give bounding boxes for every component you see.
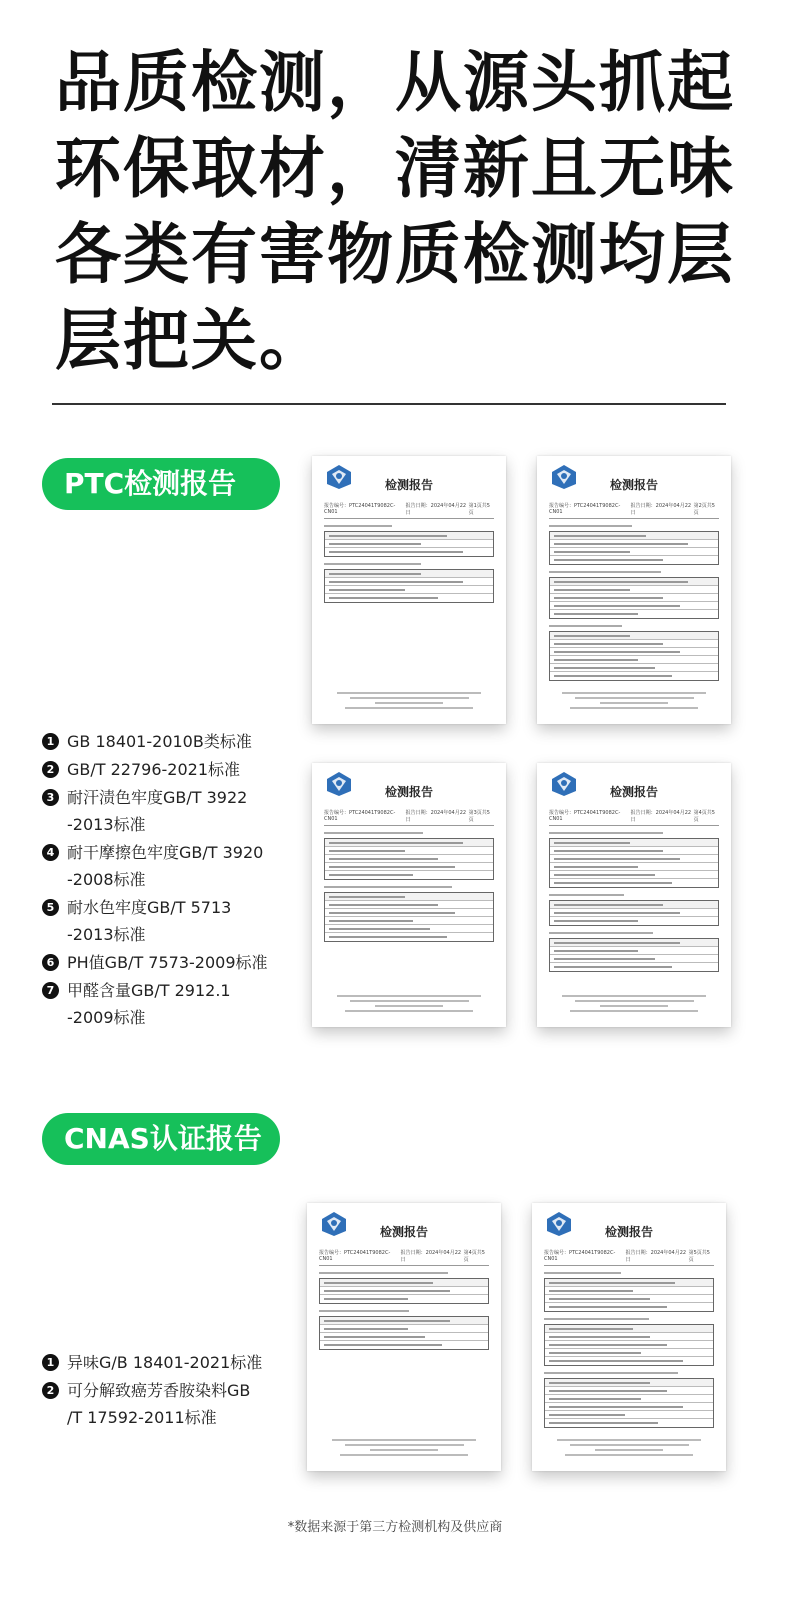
- text-line: [544, 1372, 678, 1374]
- list-item: [42, 1377, 262, 1431]
- report-page: 第2页共5页: [693, 503, 715, 516]
- report-code: 报告编号：PTC24041T9082C-CN01: [324, 503, 396, 515]
- report-table: [544, 1278, 714, 1312]
- text-line: [549, 894, 624, 896]
- table-row: [325, 917, 493, 925]
- report-table: [549, 531, 719, 565]
- report-page: 第3页共5页: [468, 810, 490, 823]
- number-badge: 7: [42, 982, 59, 999]
- report-table: [319, 1278, 489, 1304]
- text-line: [319, 1272, 448, 1274]
- standard-text: 耐汗渍色牢度GB/T 3922 -2013标准: [67, 788, 248, 834]
- table-row: [550, 664, 718, 672]
- standard-text: GB 18401-2010B类标准: [67, 732, 252, 751]
- footer-line: [345, 1444, 464, 1446]
- logo-icon: [551, 464, 577, 490]
- number-badge: 4: [42, 844, 59, 861]
- report-footer: [544, 1436, 714, 1459]
- table-row: [550, 640, 718, 648]
- number-badge: 5: [42, 899, 59, 916]
- report-body: [549, 525, 719, 681]
- table-row: [550, 632, 718, 640]
- logo-icon: [551, 771, 577, 797]
- standard-text: 耐干摩擦色牢度GB/T 3920 -2008标准: [67, 843, 264, 889]
- divider: [52, 403, 726, 405]
- footer-line: [570, 707, 698, 709]
- report-table: [324, 838, 494, 880]
- report-footer: [324, 992, 494, 1015]
- table-row: [550, 955, 718, 963]
- report-date: 报告日期：2024年04月22日: [405, 503, 467, 516]
- footer-line: [570, 1444, 689, 1446]
- report-document: [307, 1203, 501, 1471]
- table-row: [550, 939, 718, 947]
- report-table: [544, 1378, 714, 1428]
- table-row: [550, 879, 718, 887]
- table-row: [550, 901, 718, 909]
- table-row: [545, 1419, 713, 1427]
- table-row: [550, 578, 718, 586]
- number-badge: 2: [42, 1382, 59, 1399]
- table-row: [325, 863, 493, 871]
- list-item: [42, 839, 268, 893]
- table-row: [325, 855, 493, 863]
- text-line: [324, 832, 423, 834]
- text-line: [544, 1318, 649, 1320]
- report-table: [319, 1316, 489, 1350]
- logo-icon: [321, 1211, 347, 1237]
- text-line: [324, 886, 452, 888]
- footer-line: [375, 702, 443, 704]
- report-footer: [324, 689, 494, 712]
- headline-line-1: 品质检测，从源头抓起: [55, 44, 735, 121]
- table-row: [320, 1341, 488, 1349]
- table-row: [320, 1295, 488, 1303]
- table-row: [550, 602, 718, 610]
- report-code: 报告编号：PTC24041T9082C-CN01: [549, 810, 621, 822]
- table-row: [545, 1387, 713, 1395]
- report-table: [549, 577, 719, 619]
- text-line: [549, 625, 622, 627]
- table-row: [545, 1287, 713, 1295]
- table-row: [325, 532, 493, 540]
- table-row: [325, 540, 493, 548]
- list-item: [42, 784, 268, 838]
- number-badge: 6: [42, 954, 59, 971]
- cnas-badge: CNAS认证报告: [42, 1113, 280, 1165]
- footer-line: [562, 995, 707, 997]
- text-line: [549, 832, 663, 834]
- ptc-standards-list: [42, 728, 268, 1032]
- report-page: 第4页共5页: [693, 810, 715, 823]
- report-date: 报告日期：2024年04月22日: [630, 810, 692, 823]
- table-row: [545, 1379, 713, 1387]
- footer-line: [337, 692, 482, 694]
- table-row: [325, 871, 493, 879]
- table-row: [550, 672, 718, 680]
- footer-line: [565, 1454, 693, 1456]
- report-document: [312, 456, 506, 724]
- report-page: 第1页共5页: [468, 503, 490, 516]
- footer-line: [370, 1449, 438, 1451]
- footer-line: [337, 995, 482, 997]
- footer-line: [570, 1010, 698, 1012]
- report-code: 报告编号：PTC24041T9082C-CN01: [544, 1250, 616, 1262]
- table-row: [325, 847, 493, 855]
- footer-line: [332, 1439, 477, 1441]
- report-table: [324, 892, 494, 942]
- text-line: [319, 1310, 409, 1312]
- logo-icon: [326, 771, 352, 797]
- report-code: 报告编号：PTC24041T9082C-CN01: [319, 1250, 391, 1262]
- table-row: [550, 917, 718, 925]
- text-line: [324, 563, 421, 565]
- table-row: [550, 556, 718, 564]
- footer-line: [562, 692, 707, 694]
- table-row: [325, 893, 493, 901]
- report-title: 检测报告: [609, 478, 658, 492]
- table-row: [545, 1333, 713, 1341]
- table-row: [550, 855, 718, 863]
- table-row: [325, 933, 493, 941]
- report-page: 第4页共5页: [463, 1250, 485, 1263]
- report-code: 报告编号：PTC24041T9082C-CN01: [549, 503, 621, 515]
- footer-line: [345, 707, 473, 709]
- headline-line-2: 环保取材，清新且无味: [55, 130, 735, 207]
- table-row: [545, 1295, 713, 1303]
- report-meta: [319, 1249, 489, 1266]
- number-badge: 1: [42, 733, 59, 750]
- report-title: 检测报告: [384, 785, 433, 799]
- footer-line: [340, 1454, 468, 1456]
- report-code: 报告编号：PTC24041T9082C-CN01: [324, 810, 396, 822]
- table-row: [325, 901, 493, 909]
- report-body: [324, 832, 494, 942]
- table-row: [550, 540, 718, 548]
- text-line: [549, 525, 632, 527]
- text-line: [324, 525, 392, 527]
- table-row: [550, 594, 718, 602]
- report-document: [312, 763, 506, 1027]
- table-row: [550, 963, 718, 971]
- table-row: [325, 839, 493, 847]
- table-row: [325, 594, 493, 602]
- headline-line-3: 各类有害物质检测均层: [55, 216, 735, 293]
- footer-line: [595, 1449, 663, 1451]
- logo-icon: [546, 1211, 572, 1237]
- table-row: [550, 548, 718, 556]
- table-row: [320, 1287, 488, 1295]
- report-body: [319, 1272, 489, 1350]
- table-row: [545, 1279, 713, 1287]
- table-row: [545, 1395, 713, 1403]
- report-page: 第5页共5页: [688, 1250, 710, 1263]
- table-row: [550, 586, 718, 594]
- table-row: [320, 1317, 488, 1325]
- number-badge: 2: [42, 761, 59, 778]
- report-meta: [549, 809, 719, 826]
- table-row: [550, 871, 718, 879]
- table-row: [320, 1333, 488, 1341]
- report-table: [549, 838, 719, 888]
- list-item: [42, 728, 268, 755]
- table-row: [550, 909, 718, 917]
- list-item: [42, 949, 268, 976]
- report-date: 报告日期：2024年04月22日: [625, 1250, 687, 1263]
- table-row: [545, 1357, 713, 1365]
- table-row: [325, 548, 493, 556]
- report-table: [324, 531, 494, 557]
- table-row: [550, 947, 718, 955]
- standard-text: GB/T 22796-2021标准: [67, 760, 241, 779]
- standard-text: 甲醛含量GB/T 2912.1 -2009标准: [67, 981, 231, 1027]
- table-row: [545, 1403, 713, 1411]
- cnas-standards-list: [42, 1349, 262, 1432]
- headline-line-4: 层把关。: [55, 302, 327, 379]
- text-line: [549, 571, 661, 573]
- report-footer: [549, 689, 719, 712]
- footer-line: [575, 1000, 694, 1002]
- table-row: [550, 610, 718, 618]
- footer-line: [350, 697, 469, 699]
- table-row: [545, 1349, 713, 1357]
- report-meta: [324, 502, 494, 519]
- table-row: [320, 1279, 488, 1287]
- report-document: [537, 763, 731, 1027]
- table-row: [550, 532, 718, 540]
- table-row: [325, 925, 493, 933]
- list-item: [42, 756, 268, 783]
- report-meta: [544, 1249, 714, 1266]
- table-row: [545, 1303, 713, 1311]
- report-body: [324, 525, 494, 603]
- source-note: *数据来源于第三方检测机构及供应商: [287, 1520, 503, 1535]
- footer-line: [345, 1010, 473, 1012]
- report-body: [549, 832, 719, 972]
- list-item: [42, 894, 268, 948]
- footer-line: [375, 1005, 443, 1007]
- footer-line: [557, 1439, 702, 1441]
- footer-line: [600, 702, 668, 704]
- number-badge: 3: [42, 789, 59, 806]
- standard-text: PH值GB/T 7573-2009标准: [67, 953, 268, 972]
- list-item: [42, 1349, 262, 1376]
- headline: [55, 40, 745, 384]
- report-meta: [549, 502, 719, 519]
- report-title: 检测报告: [604, 1225, 653, 1239]
- table-row: [545, 1325, 713, 1333]
- footer-line: [575, 697, 694, 699]
- table-row: [325, 578, 493, 586]
- report-document: [537, 456, 731, 724]
- text-line: [549, 932, 653, 934]
- standard-text: 异味G/B 18401-2021标准: [67, 1353, 263, 1372]
- report-footer: [549, 992, 719, 1015]
- table-row: [550, 648, 718, 656]
- table-row: [320, 1325, 488, 1333]
- report-table: [544, 1324, 714, 1366]
- report-title: 检测报告: [384, 478, 433, 492]
- report-table: [549, 938, 719, 972]
- report-table: [549, 631, 719, 681]
- footer-line: [600, 1005, 668, 1007]
- table-row: [545, 1411, 713, 1419]
- report-title: 检测报告: [609, 785, 658, 799]
- table-row: [325, 909, 493, 917]
- footer-line: [350, 1000, 469, 1002]
- ptc-badge: PTC检测报告: [42, 458, 280, 510]
- standard-text: 可分解致癌芳香胺染料GB /T 17592-2011标准: [67, 1381, 251, 1427]
- report-meta: [324, 809, 494, 826]
- report-table: [324, 569, 494, 603]
- number-badge: 1: [42, 1354, 59, 1371]
- report-body: [544, 1272, 714, 1428]
- logo-icon: [326, 464, 352, 490]
- report-date: 报告日期：2024年04月22日: [630, 503, 692, 516]
- text-line: [544, 1272, 621, 1274]
- table-row: [550, 839, 718, 847]
- report-title: 检测报告: [379, 1225, 428, 1239]
- table-row: [325, 586, 493, 594]
- standard-text: 耐水色牢度GB/T 5713 -2013标准: [67, 898, 232, 944]
- report-date: 报告日期：2024年04月22日: [400, 1250, 462, 1263]
- table-row: [550, 847, 718, 855]
- report-table: [549, 900, 719, 926]
- table-row: [325, 570, 493, 578]
- report-document: [532, 1203, 726, 1471]
- list-item: [42, 977, 268, 1031]
- report-footer: [319, 1436, 489, 1459]
- table-row: [545, 1341, 713, 1349]
- table-row: [550, 863, 718, 871]
- table-row: [550, 656, 718, 664]
- report-date: 报告日期：2024年04月22日: [405, 810, 467, 823]
